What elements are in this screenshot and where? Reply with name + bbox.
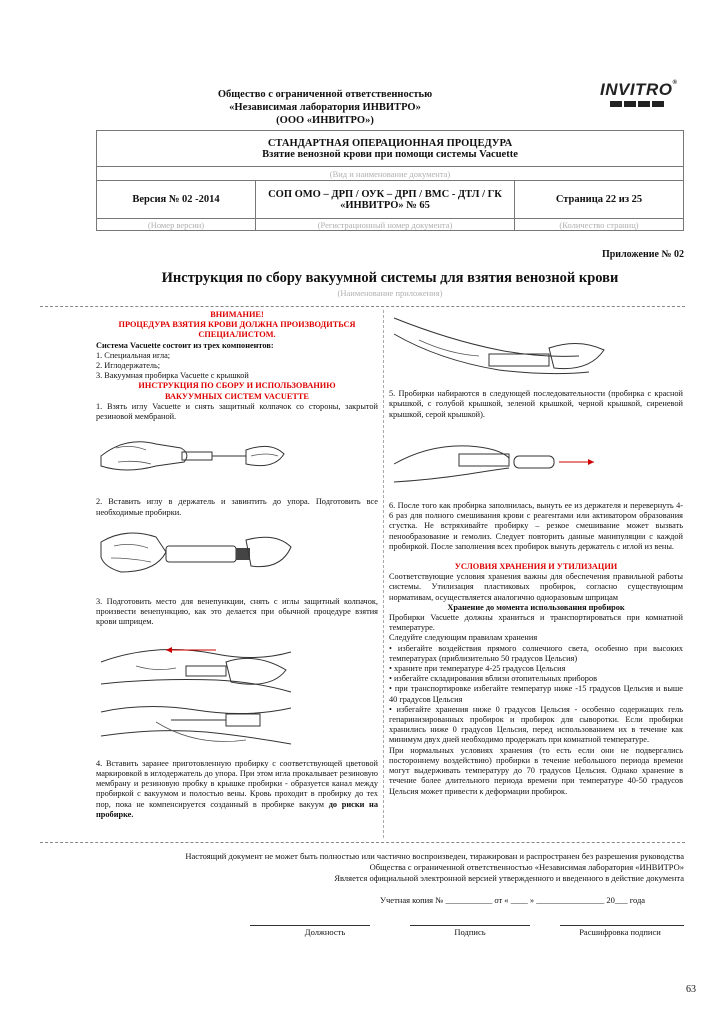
org-line-1: Общество с ограниченной ответственностью: [217, 89, 433, 100]
footer-notice: [96, 851, 684, 884]
section-divider: [40, 306, 685, 307]
step-4-body: 4. Вставить заранее приготовленную пробирку с соответствующей цветовой маркировкой в иглодержатель до упора. При этом игла прокалывает резиновую мембрану и резиновую пробку в крышке пробирки - образуется канал между пробиркой с вакуумом и полостью вены. Кровь проходит в пробирку до тех пор, пока не компенсируется созданный в пробирке вакуум: [96, 758, 378, 809]
reg-number-line-1: СОП ОМО – ДРП / ОУК – ДРП / ВМС - ДТЛ / ГК: [268, 188, 502, 200]
position-line: [250, 925, 370, 926]
accounting-copy-line: Учетная копия № ___________ от « ____ » ________________ 20___ года: [380, 895, 646, 905]
appendix-title: Инструкция по сбору вакуумной системы для взятия венозной крови: [161, 270, 619, 286]
reg-caption: (Регистрационный номер документа): [256, 219, 515, 231]
page-cell: Страница 22 из 25: [515, 181, 684, 219]
copy-close: »: [529, 895, 535, 905]
page-caption: (Количество страниц): [515, 219, 684, 231]
storage-rule-2: • храните при температуре 4-25 градусов Цельсия: [389, 664, 566, 674]
doc-type: СТАНДАРТНАЯ ОПЕРАЦИОННАЯ ПРОЦЕДУРА: [267, 137, 513, 149]
step-6-text: 6. После того как пробирка заполнилась, вынуть ее из держателя и перевернуть 4-6 раз для полного смешивания крови с реагентами или активатором образования сгустка. Не встряхивайте пробирку – резкое смешивание может вызвать пенообразование и гемолиз. Следует повторить данные манипуляции с каждой пробиркой. После заполнения всех пробирок вынуть держатель с иглой из вены.: [389, 501, 683, 551]
storage-text: Соответствующие условия хранения важны для обеспечения правильной работы системы. Утилизация пластиковых пробирок, согласно существующим нормативам, осуществляется аналогично одноразовым шприцам: [389, 572, 683, 602]
system-title: Система Vacuette состоит из трех компонентов:: [96, 340, 274, 350]
step-2-illustration: [96, 522, 296, 588]
invitro-logo: INVITRO®: [600, 80, 680, 110]
component-1: 1. Специальная игла;: [96, 350, 171, 360]
reg-number-cell: [256, 181, 515, 219]
left-column: [96, 310, 378, 820]
step-1-illustration: [96, 426, 286, 488]
warning-1: ВНИМАНИЕ!: [210, 310, 264, 319]
step-6-illustration: [389, 424, 609, 494]
warning-2: ПРОЦЕДУРА ВЗЯТИЯ КРОВИ ДОЛЖНА ПРОИЗВОДИТЬСЯ: [118, 320, 356, 330]
org-line-2: «Независимая лаборатория ИНВИТРО»: [229, 102, 421, 113]
document-header-table: [96, 130, 684, 231]
storage-rule-4: • при транспортировке избегайте температур ниже -15 градусов Цельсия и выше 40 градусов Цельсия: [389, 684, 683, 704]
logo-stripes: [610, 101, 680, 107]
footer-notice-2: Общества с ограниченной ответственностью «Независимая лаборатория «ИНВИТРО»: [369, 862, 684, 872]
position-label: Должность: [304, 927, 346, 937]
instruction-title-2: ВАКУУМНЫХ СИСТЕМ VACUETTE: [165, 391, 309, 401]
step-4-text: [96, 759, 378, 820]
storage-rules-intro: Следуйте следующим правилам хранения: [389, 633, 538, 643]
step-5-illustration: [389, 310, 609, 382]
doc-title-cell: [97, 131, 684, 167]
appendix-title-caption: (Наименование приложения): [337, 288, 443, 298]
warning-3: СПЕЦИАЛИСТОМ.: [198, 330, 276, 340]
component-3: 3. Вакуумная пробирка Vacuette с крышкой: [96, 371, 249, 381]
storage-rule-1: • избегайте воздействия прямого солнечного света, особенно при высоких температурах (приблизительно 50 градусов Цельсия): [389, 643, 683, 663]
normal-conditions-text: При нормальных условиях хранения (то есть если они не подвергались постороннему воздействию) пробирки в течение небольшого периода времени могут выдерживать температуру до 70 градусов Цельсия. Однако хранение в течение более длительного периода времени при температуре 40-50 градусов Цельсия может привести к деформации пробирок.: [389, 745, 683, 796]
reg-number-line-2: «ИНВИТРО» № 65: [340, 199, 430, 211]
step-5-text: 5. Пробирки набираются в следующей последовательности (пробирка с красной крышкой, с голубой крышкой, зеленой крышкой, черной крышкой, сиреневой крышкой, серой крышкой).: [389, 389, 683, 419]
before-use-title: Хранение до момента использования пробирок: [447, 602, 625, 612]
version-caption: (Номер версии): [97, 219, 256, 231]
storage-title: УСЛОВИЯ ХРАНЕНИЯ И УТИЛИЗАЦИИ: [454, 562, 618, 572]
instruction-title-1: ИНСТРУКЦИЯ ПО СБОРУ И ИСПОЛЬЗОВАНИЮ: [138, 381, 336, 391]
column-divider: [383, 310, 384, 838]
right-column: [389, 310, 683, 797]
copy-year: 20___ года: [606, 895, 646, 905]
footer-divider: [40, 842, 685, 843]
footer-notice-3: Является официальной электронной версией утвержденного и введенного в действие документа: [334, 873, 684, 883]
copy-label: Учетная копия №: [380, 895, 444, 905]
page-number: 63: [686, 984, 696, 995]
signature-label: Подпись: [454, 927, 486, 937]
step-2-text: 2. Вставить иглу в держатель и завинтить до упора. Подготовить все необходимые пробирки.: [96, 497, 378, 517]
storage-rule-3: • избегайте складирования вблизи отопительных приборов: [389, 674, 598, 684]
signature-line: [410, 925, 530, 926]
storage-rule-5: • избегайте хранения ниже 0 градусов Цельсия - особенно содержащих гель гепаринизированных пробирок и пробирок для сыворотки. Если пробирки хранились ниже 0 градусов Цельсия, перед использованием их в течение как минимум двух дней необходимо продержать при комнатной температуре.: [389, 704, 683, 745]
step-3-illustration: [96, 632, 296, 750]
step-4-emphasis: до риски на пробирке.: [96, 799, 378, 819]
logo-text: INVITRO: [600, 80, 673, 99]
decode-line: [560, 925, 684, 926]
component-2: 2. Иглодержатель;: [96, 361, 161, 371]
doc-name-caption: (Вид и наименование документа): [97, 167, 684, 181]
doc-name: Взятие венозной крови при помощи системы Vacuette: [262, 148, 518, 160]
org-line-3: (ООО «ИНВИТРО»): [276, 115, 374, 126]
step-3-text: 3. Подготовить место для венепункции, снять с иглы защитный колпачок, произвести венепункцию, как это делается при обычной процедуре взятия крови шприцем.: [96, 597, 378, 627]
decode-label: Расшифровка подписи: [579, 927, 661, 937]
version-cell: Версия № 02 -2014: [97, 181, 256, 219]
footer-notice-1: Настоящий документ не может быть полностью или частично воспроизведен, тиражирован и распространен без разрешения руководства: [185, 851, 684, 861]
organization-name: [150, 88, 500, 127]
step-1-text: 1. Взять иглу Vacuette и снять защитный колпачок со стороны, закрытой резиновой мембраной.: [96, 401, 378, 422]
copy-from: от «: [494, 895, 509, 905]
appendix-number: Приложение № 02: [601, 249, 684, 260]
before-use-text: Пробирки Vacuette должны храниться и транспортироваться при комнатной температуре.: [389, 613, 683, 633]
